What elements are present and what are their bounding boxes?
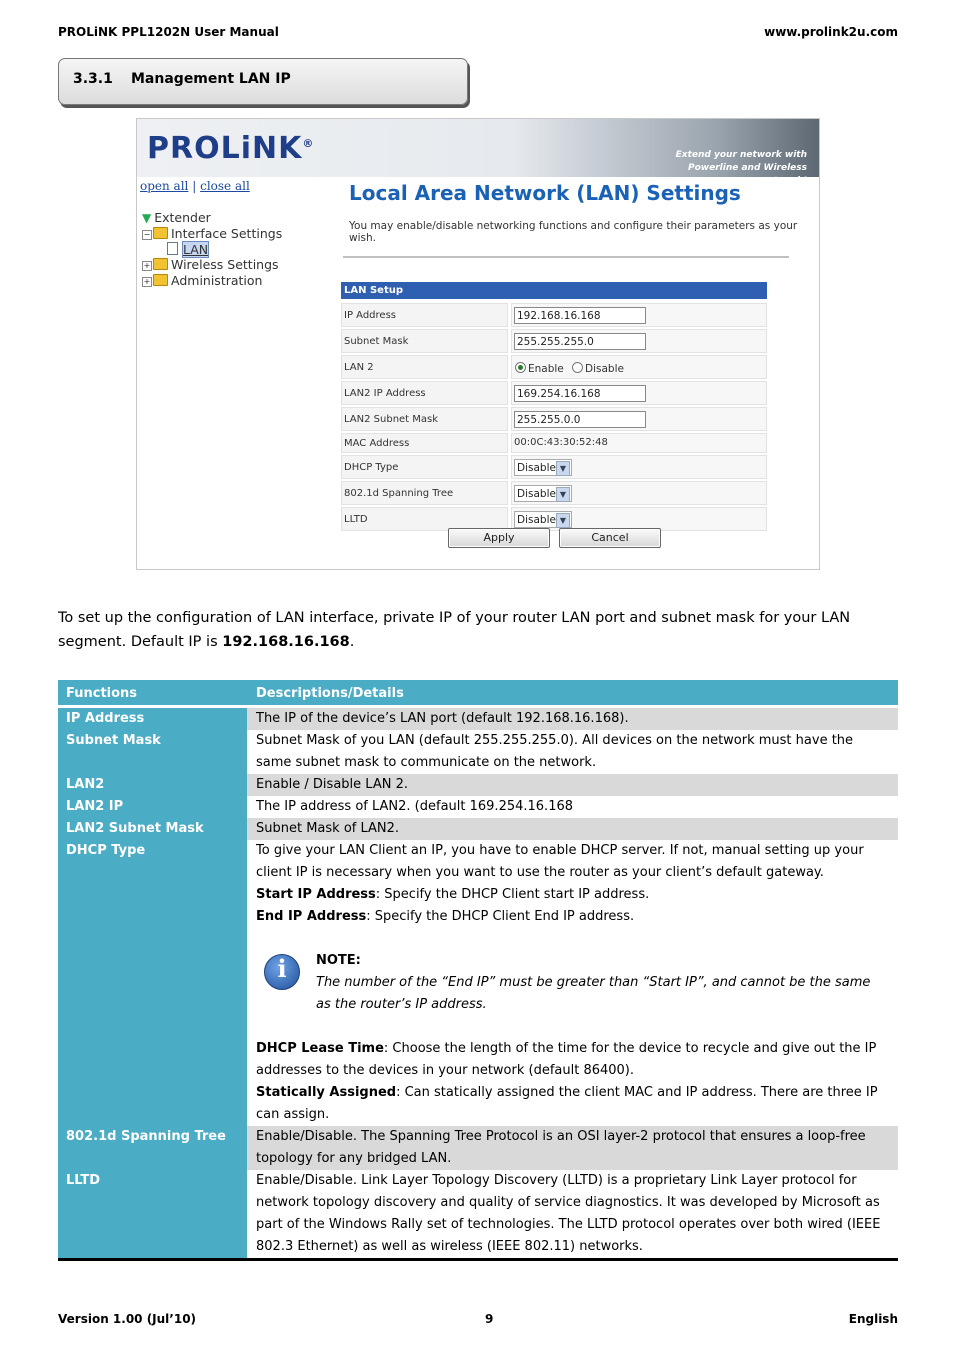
functions-table [58, 680, 898, 1261]
term-desc: : Can statically assigned the client MAC and IP address. There are three IP can assign. [256, 1085, 878, 1122]
dhcp-text: To give your LAN Client an IP, you have to enable DHCP server. If not, manual setting up your client IP is necessary when you want to use the router as your client’s default gateway. [256, 843, 864, 880]
tree-label: Extender [154, 210, 211, 225]
term-desc: : Specify the DHCP Client start IP address. [375, 887, 650, 902]
col-functions: Functions [58, 683, 247, 705]
lan-setup-header: LAN Setup [341, 282, 767, 299]
dhcp-label: DHCP Type [341, 455, 508, 479]
tree-item-administration[interactable] [142, 273, 262, 288]
chevron-down-icon: ▼ [556, 513, 570, 528]
stp-label: 802.1d Spanning Tree [341, 481, 508, 505]
intro-end: . [349, 634, 355, 650]
lltd-select[interactable] [514, 511, 572, 528]
select-value: Disable [517, 462, 556, 474]
function-desc [247, 840, 898, 1126]
lan2-label: LAN 2 [341, 355, 508, 379]
folder-icon [153, 274, 168, 286]
term-desc: : Specify the DHCP Client End IP address. [366, 909, 635, 924]
lan2-enable-radio[interactable] [515, 362, 564, 375]
tree-label: LAN [183, 242, 209, 257]
apply-button[interactable]: Apply [448, 528, 550, 548]
dhcp-type-select[interactable] [514, 459, 572, 476]
tree-controls-separator: | [192, 179, 197, 193]
table-row [58, 730, 898, 774]
radio-label: Enable [528, 363, 564, 375]
folder-icon [153, 258, 168, 270]
setup-row-stp [341, 481, 767, 507]
radio-selected-icon [515, 362, 526, 373]
lan2-mask-input[interactable]: 255.255.0.0 [514, 411, 646, 428]
end-ip-line [256, 906, 888, 928]
static-line [256, 1082, 888, 1126]
close-all-link[interactable]: close all [200, 179, 250, 193]
table-row [58, 818, 898, 840]
start-ip-line [256, 884, 888, 906]
lan2-ip-label: LAN2 IP Address [341, 381, 508, 405]
lltd-label: LLTD [341, 507, 508, 531]
table-bottom-border [58, 1258, 898, 1261]
expand-icon[interactable]: + [143, 261, 151, 270]
tree-label: Interface Settings [171, 226, 283, 241]
page-icon [167, 242, 178, 255]
collapse-icon[interactable]: − [143, 230, 151, 239]
tree-label: Administration [171, 273, 263, 288]
note-text: The number of the “End IP” must be greater than “Start IP”, and cannot be the same as the router’s IP address. [316, 975, 871, 1012]
setup-row-ip [341, 303, 767, 329]
setup-row-lan2-ip [341, 381, 767, 407]
footer-version: Version 1.00 (Jul’10) [58, 1312, 197, 1326]
footer-language: English [848, 1312, 898, 1326]
folder-icon [153, 227, 168, 239]
note-title: NOTE: [316, 953, 361, 968]
info-icon: i [264, 954, 300, 990]
tree-item-interface-settings[interactable] [142, 226, 282, 241]
expand-icon[interactable]: + [143, 277, 151, 286]
tree-item-wireless-settings[interactable] [142, 257, 279, 272]
ip-address-input[interactable]: 192.168.16.168 [514, 307, 646, 324]
function-desc: Enable/Disable. The Spanning Tree Protocol is an OSI layer-2 protocol that ensures a loop-free topology for any bridged LAN. [247, 1126, 898, 1170]
function-desc: The IP of the device’s LAN port (default 192.168.16.168). [247, 708, 898, 730]
setup-row-mac [341, 433, 767, 455]
logo-text: PROLiNK [147, 131, 303, 166]
function-name: LLTD [58, 1170, 247, 1258]
lan-setup-table [341, 282, 767, 533]
table-row [58, 708, 898, 730]
function-desc: Enable/Disable. Link Layer Topology Discovery (LLTD) is a proprietary Link Layer protocol for network topology discovery and quality of service diagnostics. It was developed by Microsoft as part of the Windows Rally set of technologies. The LLTD protocol operates over both wired (IEEE 802.3 Ethernet) as well as wireless (IEEE 802.11) networks. [256, 1173, 881, 1254]
lan2-disable-radio[interactable] [572, 362, 624, 375]
default-ip: 192.168.16.168 [222, 634, 350, 650]
tree-controls [140, 179, 250, 193]
function-name: LAN2 IP [58, 796, 247, 818]
intro-paragraph [58, 606, 878, 654]
function-name: IP Address [58, 708, 247, 730]
slogan-line-1: Extend your network with [675, 150, 807, 160]
slogan-line-2: Powerline and Wireless network! [688, 163, 807, 186]
chevron-down-icon: ▼ [556, 487, 570, 502]
mac-label: MAC Address [341, 433, 508, 453]
col-descriptions: Descriptions/Details [247, 683, 898, 705]
note-box [256, 950, 888, 1016]
footer-page-number: 9 [485, 1312, 494, 1326]
open-all-link[interactable]: open all [140, 179, 189, 193]
table-header [58, 683, 898, 705]
mac-value: 00:0C:43:30:52:48 [514, 437, 608, 448]
section-number: 3.3.1 [73, 71, 113, 87]
term-desc: : Choose the length of the time for the device to recycle and give out the IP addresses to the devices in your network (default 86400). [256, 1041, 877, 1078]
extender-icon: ▼ [142, 211, 152, 225]
subnet-mask-input[interactable]: 255.255.255.0 [514, 333, 646, 350]
select-value: Disable [517, 488, 556, 500]
header-url: www.prolink2u.com [764, 25, 898, 39]
term: Start IP Address [256, 887, 376, 902]
tree-label: Wireless Settings [171, 257, 279, 272]
lan2-ip-input[interactable]: 169.254.16.168 [514, 385, 646, 402]
radio-label: Disable [585, 363, 624, 375]
function-name: LAN2 Subnet Mask [58, 818, 247, 840]
lease-line [256, 1038, 888, 1082]
select-value: Disable [517, 514, 556, 526]
mask-label: Subnet Mask [341, 329, 508, 353]
function-desc: Subnet Mask of you LAN (default 255.255.255.0). All devices on the network must have the same subnet mask to communicate on the network. [256, 733, 854, 770]
term: End IP Address [256, 909, 367, 924]
table-row [58, 840, 898, 1126]
tree-item-lan[interactable] [167, 242, 209, 257]
header-title: PROLiNK PPL1202N User Manual [58, 25, 279, 39]
lan-settings-title: Local Area Network (LAN) Settings [349, 181, 741, 205]
section-heading [58, 58, 468, 105]
chevron-down-icon: ▼ [556, 461, 570, 476]
function-desc: Enable / Disable LAN 2. [247, 774, 898, 796]
function-name: Subnet Mask [58, 730, 247, 774]
lan-settings-description: You may enable/disable networking functions and configure their parameters as your wish. [349, 220, 798, 244]
setup-row-dhcp [341, 455, 767, 481]
function-desc: Subnet Mask of LAN2. [247, 818, 898, 840]
radio-icon [572, 362, 583, 373]
setup-row-lan2 [341, 355, 767, 381]
table-row [58, 1126, 898, 1170]
term: DHCP Lease Time [256, 1041, 384, 1056]
table-row [58, 774, 898, 796]
setup-row-lltd [341, 507, 767, 533]
function-name: LAN2 [58, 774, 247, 796]
lan-settings-screenshot [136, 118, 820, 570]
table-row [58, 1170, 898, 1258]
logo-registered-mark: ® [302, 137, 315, 150]
divider [343, 256, 789, 258]
prolink-logo [147, 131, 314, 166]
setup-row-mask [341, 329, 767, 355]
intro-text: To set up the configuration of LAN interface, private IP of your router LAN port and subnet mask for your LAN segment. Default IP is [58, 610, 851, 650]
spanning-tree-select[interactable] [514, 485, 572, 502]
tree-item-extender[interactable] [142, 210, 211, 225]
cancel-button[interactable]: Cancel [559, 528, 661, 548]
function-name: 802.1d Spanning Tree [58, 1126, 247, 1170]
setup-row-lan2-mask [341, 407, 767, 433]
term: Statically Assigned [256, 1085, 397, 1100]
lan2-mask-label: LAN2 Subnet Mask [341, 407, 508, 431]
function-name: DHCP Type [58, 840, 247, 1126]
section-title: Management LAN IP [131, 71, 291, 87]
function-desc: The IP address of LAN2. (default 169.254.16.168 [256, 799, 574, 814]
table-row [58, 796, 898, 818]
ip-label: IP Address [341, 303, 508, 327]
